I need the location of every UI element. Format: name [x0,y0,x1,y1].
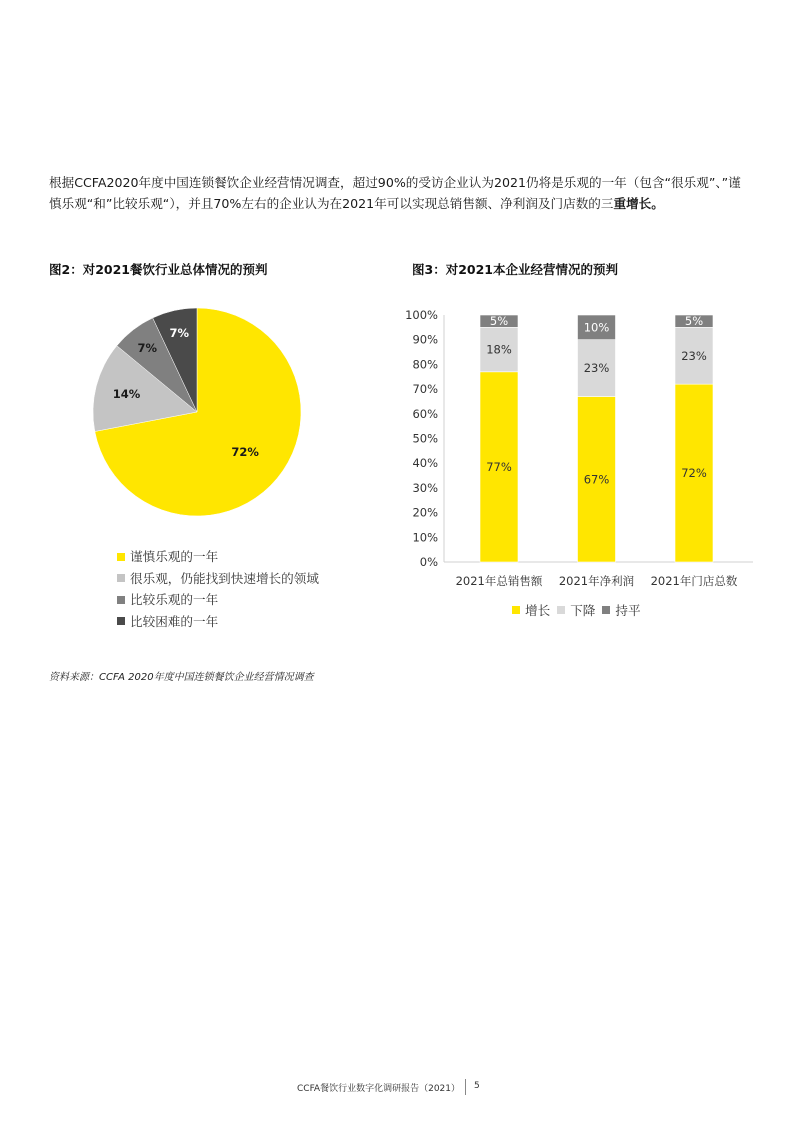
legend-swatch [117,596,125,604]
bar-value-label: 23% [681,348,707,363]
bar-value-label: 77% [486,459,512,474]
page-number: 5 [474,1081,480,1091]
y-tick-label: 20% [412,505,438,520]
pie-chart [80,290,320,530]
legend-label: 谨慎乐观的一年 [130,549,219,564]
footer-title: CCFA餐饮行业数字化调研报告（2021） [297,1084,460,1094]
legend-label: 持平 [615,603,641,618]
y-tick-label: 50% [412,431,438,446]
bar-value-label: 23% [583,361,610,376]
figure3-title: 图3：对2021本企业经营情况的预判 [412,262,618,277]
legend-swatch [117,574,125,582]
pie-legend [117,546,319,632]
y-tick-label: 30% [412,480,438,495]
y-tick-label: 90% [412,332,438,347]
legend-label: 比较乐观的一年 [130,592,219,607]
x-category-label: 2021年总销售额 [455,574,543,588]
intro-paragraph [49,172,749,214]
pie-legend-item [117,568,319,590]
pie-legend-item [117,611,319,633]
bar-legend-item [602,600,640,619]
legend-swatch [512,606,520,614]
bar-legend-item [512,600,550,619]
footer-separator [465,1079,466,1095]
y-tick-label: 40% [412,456,438,471]
pie-slice-label: 7% [169,325,190,340]
legend-label: 比较困难的一年 [130,613,219,629]
pie-slice-label: 72% [231,444,259,459]
stacked-bar-chart [398,300,758,595]
bar-value-label: 5% [684,314,704,329]
bar-value-label: 10% [583,320,610,335]
intro-text-bold: 重增长。 [613,196,664,211]
legend-label: 下降 [570,603,596,618]
bar-value-label: 18% [486,342,512,357]
legend-swatch [117,553,125,561]
legend-label: 增长 [525,603,551,618]
legend-swatch [557,606,565,614]
x-category-label: 2021年门店总数 [650,574,738,588]
y-tick-label: 70% [412,382,438,397]
legend-swatch [117,617,125,625]
figure2-title: 图2：对2021餐饮行业总体情况的预判 [49,262,268,277]
y-tick-label: 0% [419,555,438,569]
legend-label: 很乐观，仍能找到快速增长的领域 [130,570,319,586]
bar-value-label: 67% [583,472,610,487]
y-tick-label: 60% [412,406,438,421]
pie-slice-label: 7% [137,340,158,355]
pie-slice-label: 14% [112,386,141,401]
bar-value-label: 72% [681,466,707,481]
y-tick-label: 100% [405,308,438,322]
bar-value-label: 5% [489,314,509,329]
source-note: 资料来源：CCFA 2020年度中国连锁餐饮企业经营情况调查 [49,672,314,683]
bar-legend [512,600,648,619]
pie-legend-item [117,589,319,611]
bar-legend-item [557,600,595,619]
intro-text: 根据CCFA2020年度中国连锁餐饮企业经营情况调查，超过90%的受访企业认为2021仍将是乐观的一年（包含“很乐观”、”谨慎乐观“和”比较乐观“），并且70%左右的企业认为在2021年可以实现总销售额、净利润及门店数的三 [49,175,741,211]
y-tick-label: 80% [412,357,438,372]
x-category-label: 2021年净利润 [558,574,635,588]
legend-swatch [602,606,610,614]
y-tick-label: 10% [412,530,438,545]
pie-legend-item [117,546,319,568]
